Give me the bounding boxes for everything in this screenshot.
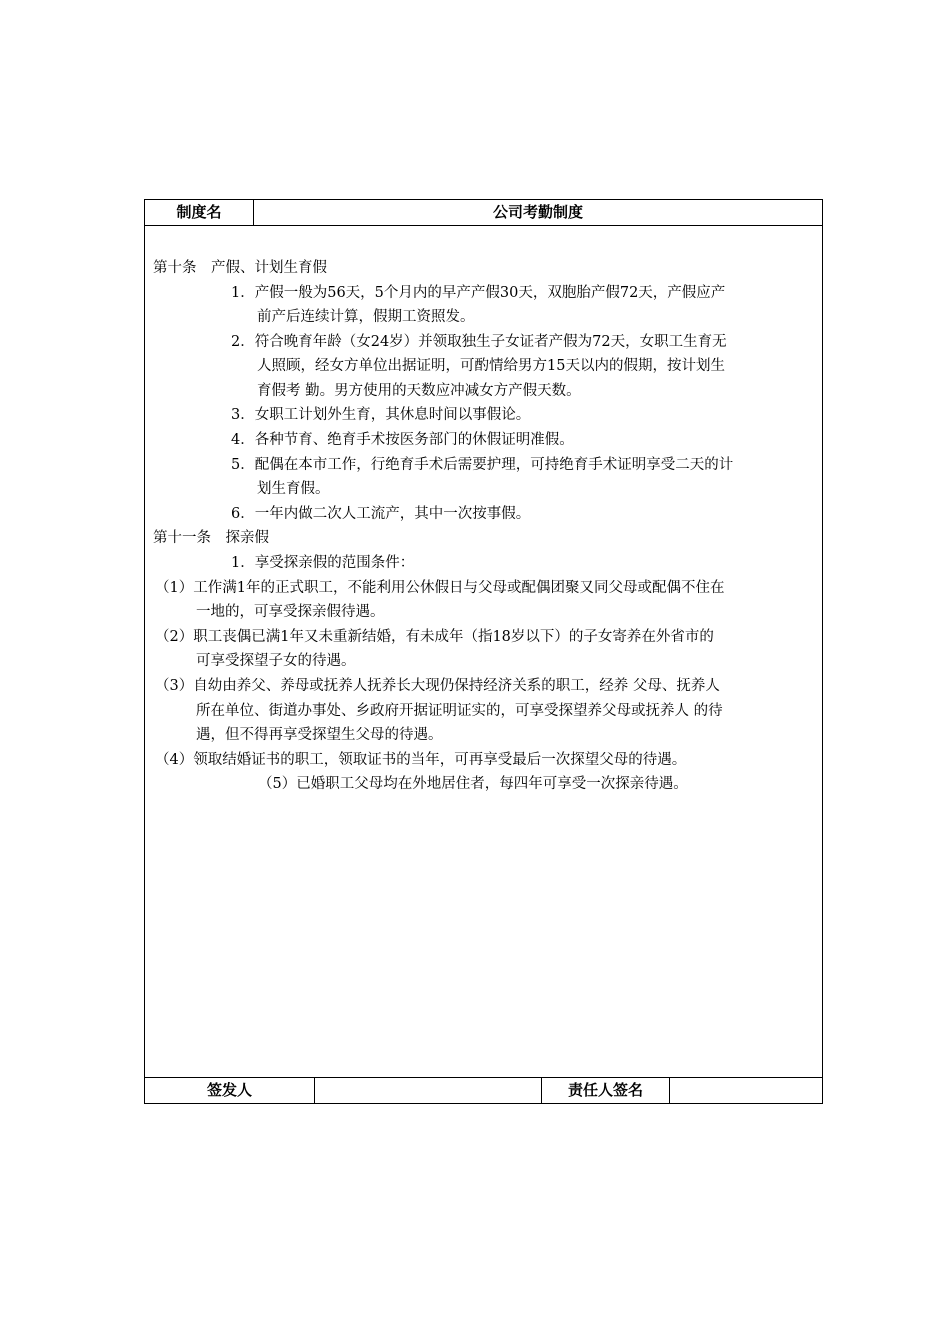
issuer-field[interactable] — [315, 1078, 542, 1103]
article-11-sub-2-line-2: 可享受探望子女的待遇。 — [196, 653, 356, 669]
article-10-item-3: 3．女职工计划外生育，其休息时间以事假论。 — [231, 407, 531, 423]
article-11-sub-3-line-1: （3）自幼由养父、养母或抚养人抚养长大现仍保持经济关系的职工，经养 父母、抚养人 — [155, 678, 720, 694]
article-10-item-2-line-2: 人照顾，经女方单位出据证明，可酌情给男方15天以内的假期，按计划生 — [257, 358, 725, 374]
regulation-title: 公司考勤制度 — [492, 203, 583, 221]
responsible-person-signature-field[interactable] — [670, 1078, 822, 1103]
article-10-item-2-line-3: 育假考 勤。男方使用的天数应冲减女方产假天数。 — [257, 383, 581, 399]
form-footer — [145, 1077, 822, 1103]
article-11-sub-3-line-3: 遇，但不得再享受探望生父母的待遇。 — [196, 727, 443, 743]
article-10-item-5-line-2: 划生育假。 — [257, 481, 330, 497]
article-11-heading: 第十一条 探亲假 — [153, 530, 269, 546]
article-10-item-2-line-1: 2．符合晚育年龄（女24岁）并领取独生子女证者产假为72天，女职工生育无 — [231, 334, 727, 350]
article-10-item-6: 6．一年内做二次人工流产，其中一次按事假。 — [231, 506, 531, 522]
article-10-item-1-line-2: 前产后连续计算，假期工资照发。 — [257, 309, 475, 325]
article-10-item-5-line-1: 5．配偶在本市工作，行绝育手术后需要护理，可持绝育手术证明享受二天的计 — [231, 457, 734, 473]
article-11-item-1: 1．享受探亲假的范围条件： — [231, 555, 415, 571]
issuer-label: 签发人 — [145, 1078, 315, 1103]
regulation-content — [145, 226, 822, 1078]
regulation-name-label: 制度名 — [145, 200, 254, 225]
article-11-sub-4: （4）领取结婚证书的职工，领取证书的当年，可再享受最后一次探望父母的待遇。 — [155, 752, 687, 768]
article-10-heading: 第十条 产假、计划生育假 — [153, 260, 327, 276]
article-10-item-1-line-1: 1．产假一般为56天，5个月内的早产产假30天，双胞胎产假72天，产假应产 — [231, 285, 726, 301]
regulation-form — [144, 199, 823, 1104]
article-11-sub-2-line-1: （2）职工丧偶已满1年又未重新结婚，有未成年（指18岁以下）的子女寄养在外省市的 — [155, 629, 714, 645]
form-header — [145, 200, 822, 226]
article-11-sub-1-line-2: 一地的，可享受探亲假待遇。 — [196, 604, 385, 620]
article-11-sub-3-line-2: 所在单位、街道办事处、乡政府开据证明证实的，可享受探望养父母或抚养人 的待 — [196, 703, 723, 719]
article-11-sub-1-line-1: （1）工作满1年的正式职工，不能利用公休假日与父母或配偶团聚又同父母或配偶不住在 — [155, 580, 725, 596]
article-11-sub-5: （5）已婚职工父母均在外地居住者，每四年可享受一次探亲待遇。 — [258, 776, 688, 792]
article-10-item-4: 4．各种节育、绝育手术按医务部门的休假证明准假。 — [231, 432, 574, 448]
responsible-person-label: 责任人签名 — [542, 1078, 670, 1103]
